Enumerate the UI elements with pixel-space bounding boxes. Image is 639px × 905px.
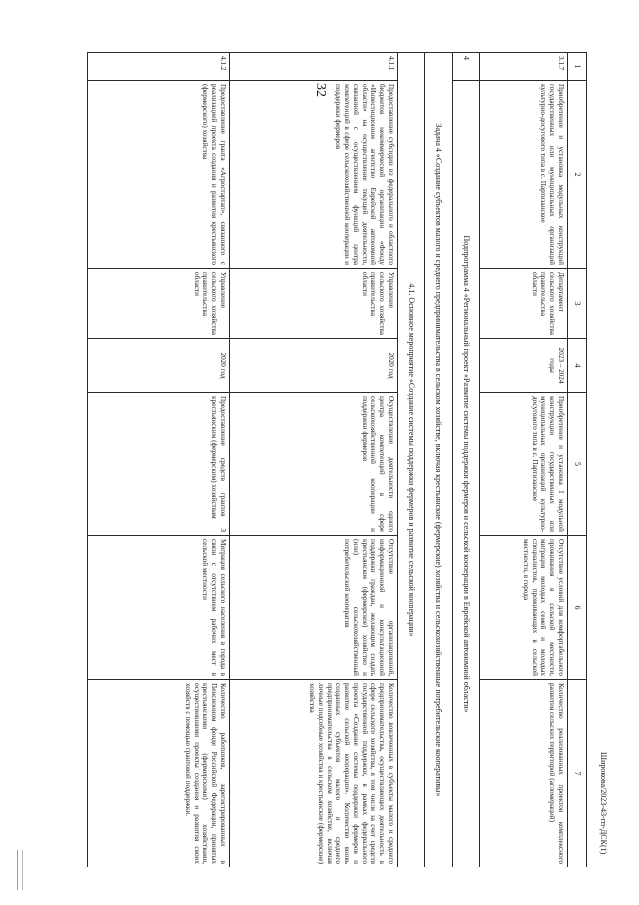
main-measure-title: 4.1. Основное мероприятие «Создание системы поддержки фермеров и развитие сельской кооперации» <box>398 53 425 868</box>
task-row <box>425 53 453 868</box>
page-number: 32 <box>313 83 328 97</box>
row-number: 4 <box>453 53 480 81</box>
column-number: 7 <box>568 680 587 868</box>
binding-marks <box>17 850 23 890</box>
executor-cell: Управление сельского хозяйства правительства области <box>230 269 398 339</box>
column-number: 6 <box>568 536 587 680</box>
indicator-cell: Количество реализованных проектов комплексного развития сельских территорий (агломераций) <box>480 680 568 868</box>
table-row <box>230 53 398 868</box>
measure-cell: Предоставление субсидии из федерального и областного бюджетов некоммерческой организации «Фонду «Инвестиционное агентство Еврейской автономной области» на осуществление текущей деятельности, связанной с осуществлением функций центра компетенций в сфере сельскохозяйственной кооперации и поддержки фермеров <box>230 81 398 269</box>
task-title: Задача 4 «Создание субъектов малого и среднего предпринимательства в сельском хозяйстве, включая крестьянские (фермерские) хозяйства и сельскохозяйственные потребительские кооперативы» <box>425 53 453 868</box>
column-number: 2 <box>568 81 587 269</box>
table-row <box>88 53 230 868</box>
subprogram-row <box>453 53 480 868</box>
main-measure-row <box>398 53 425 868</box>
term-cell: 2023 – 2024 годы <box>480 339 568 393</box>
row-number: 4.1.1 <box>230 53 398 81</box>
document-footer-code: Широкова/2023-43-гп-ДСК(1) <box>599 752 608 855</box>
executor-cell: Департамент сельского хозяйства правительства области <box>480 269 568 339</box>
measure-cell: Приобретение и установка модульных конструкций государственных или муниципальных организаций культурно-досугового типа в с. Партизанское <box>480 81 568 269</box>
indicator-cell: Количество вовлеченных в субъекты малого и среднего предпринимательства, осуществляющих деятельность в сфере сельского хозяйства, в том числе за счет средств государственной поддержки, в рамках федерального проекта «Создание системы поддержки фермеров и развитие сельской кооперации». Количество вновь созданных субъектов малого и среднего предпринимательства в сельском хозяйстве, включая личные подсобные хозяйства и крестьянские (фермерские) хозяйства <box>230 680 398 868</box>
table-header-row <box>568 53 587 868</box>
column-number: 5 <box>568 393 587 536</box>
row-number: 4.1.2 <box>88 53 230 81</box>
result-cell: Приобретение и установка 1 модульной конструкции государственных или муниципальных организаций культурно-досугового типа в с. Партизанское <box>480 393 568 536</box>
result-cell: Предоставление средств грантов 3 крестьянским (фермерским) хозяйствам <box>88 393 230 536</box>
column-number: 3 <box>568 269 587 339</box>
subprogram-title: Подпрограмма 4 «Региональный проект «Развитие системы поддержки фермеров и сельской кооперации в Еврейской автономной области» <box>453 81 480 868</box>
program-table-frame <box>87 52 587 867</box>
risk-cell: Отсутствие организационной, информационной и консультационной поддержки граждан, желающим создать крестьянское (фермерское) хозяйство и (или) сельскохозяйственный потребительский кооператив <box>230 536 398 680</box>
indicator-cell: Количество работников, зарегистрированных в Пенсионном фонде Российской Федерации, принятых крестьянскими (фермерскими) хозяйствами, осуществившими проекты создания и развития своих хозяйств с помощью грантовой поддержки. <box>88 680 230 868</box>
risk-cell: Отсутствие условий для комфортабельного проживания в сельской местности, миграция молодых семей и молодых специалистов, проживающих в сельской местности, в города <box>480 536 568 680</box>
term-cell: 2020 год <box>230 339 398 393</box>
risk-cell: Миграция сельского населения в города в связи с отсутствием рабочих мест в сельской местности <box>88 536 230 680</box>
row-number: 3.1.7 <box>480 53 568 81</box>
result-cell: Осуществление деятельности одного центра компетенций в сфере сельскохозяйственной кооперации и поддержки фермеров <box>230 393 398 536</box>
term-cell: 2020 год <box>88 339 230 393</box>
executor-cell: Управление сельского хозяйства правительства области <box>88 269 230 339</box>
column-number: 1 <box>568 53 587 81</box>
column-number: 4 <box>568 339 587 393</box>
program-measures-table <box>87 52 587 867</box>
measure-cell: Предоставление гранта «Агростартап», связанного с реализацией проекта создания и развития крестьянского (фермерского) хозяйства <box>88 81 230 269</box>
table-row <box>480 53 568 868</box>
